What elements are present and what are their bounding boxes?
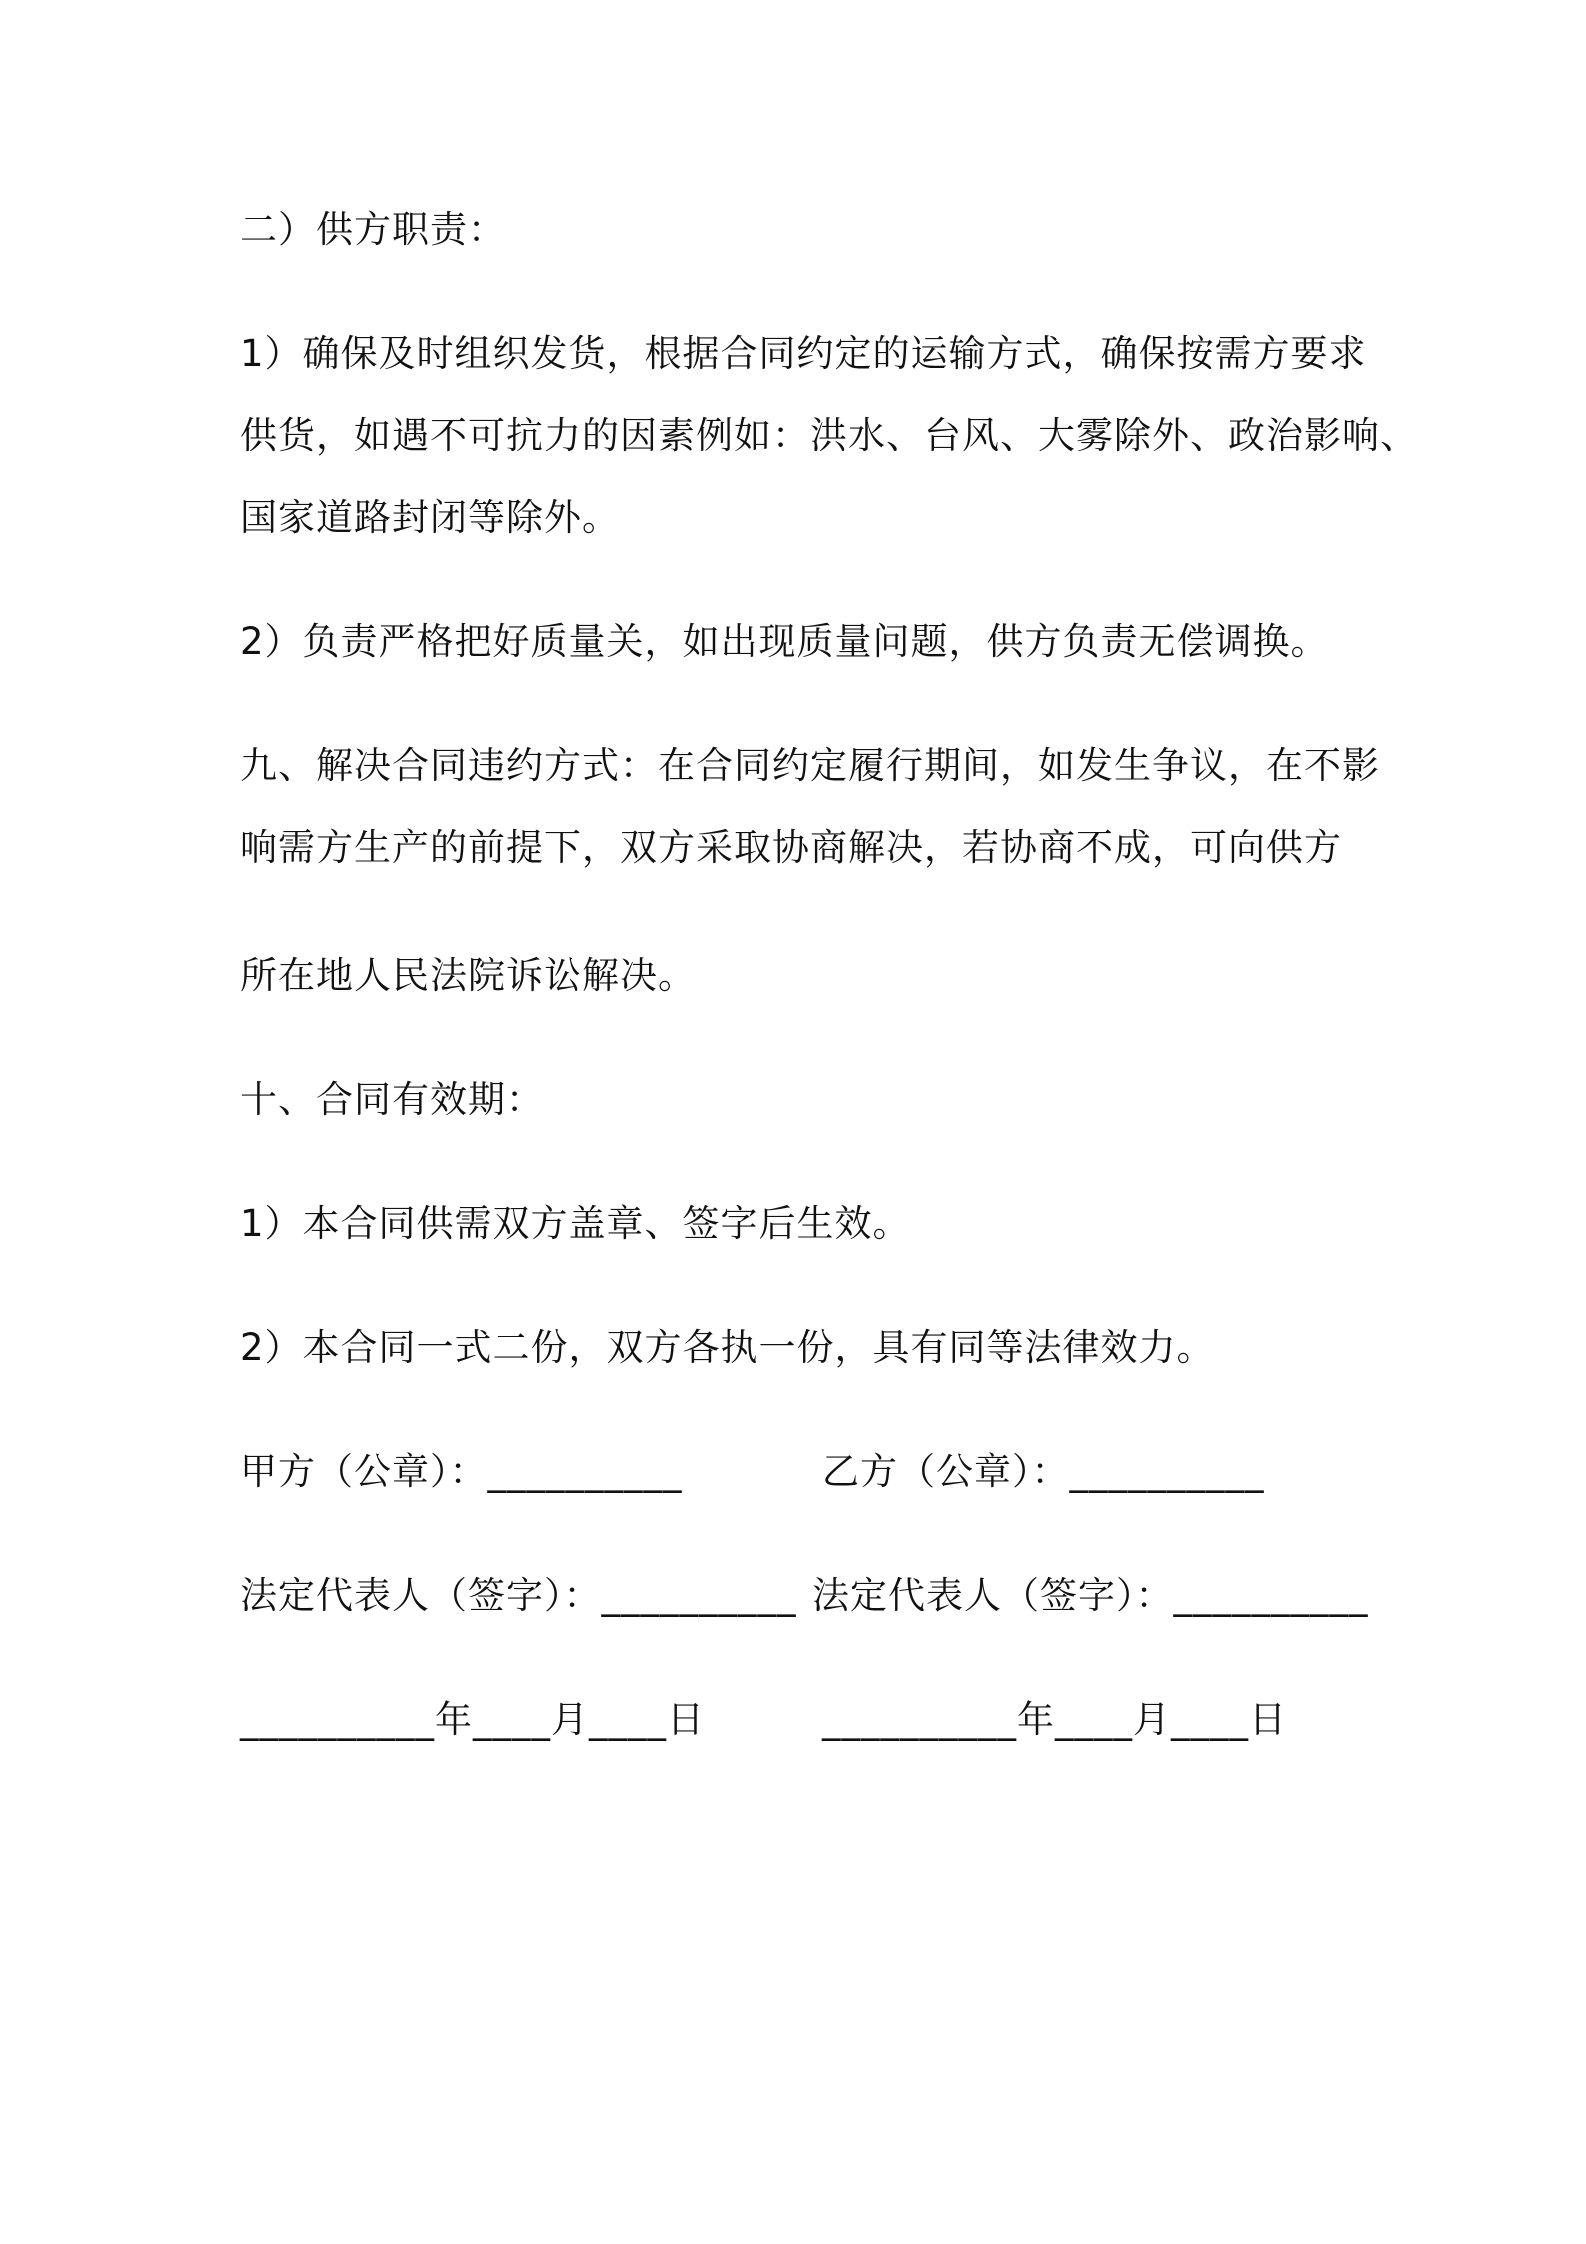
supplier-duty-1-line-2: 供货，如遇不可抗力的因素例如：洪水、台风、大雾除外、政治影响、 [240, 414, 1418, 457]
party-a-representative-field: 法定代表人（签字）：__________ [240, 1574, 797, 1617]
party-a-date-field: __________年____月____日 [240, 1698, 705, 1741]
supplier-duty-1-line-3: 国家道路封闭等除外。 [240, 496, 620, 539]
party-b-seal-field: 乙方（公章）：__________ [822, 1450, 1265, 1493]
validity-item-1: 1）本合同供需双方盖章、签字后生效。 [240, 1202, 911, 1245]
dispute-clause-line-3: 所在地人民法院诉讼解决。 [240, 954, 696, 997]
dispute-clause-line-1: 九、解决合同违约方式：在合同约定履行期间，如发生争议，在不影 [240, 744, 1380, 787]
party-b-representative-field: 法定代表人（签字）：__________ [812, 1574, 1369, 1617]
supplier-duties-heading: 二）供方职责： [240, 208, 506, 251]
supplier-duty-2: 2）负责严格把好质量关，如出现质量问题，供方负责无偿调换。 [240, 620, 1329, 663]
validity-heading: 十、合同有效期： [240, 1078, 544, 1121]
party-a-seal-field: 甲方（公章）：__________ [240, 1450, 683, 1493]
party-b-date-field: __________年____月____日 [822, 1698, 1287, 1741]
dispute-clause-line-2: 响需方生产的前提下，双方采取协商解决，若协商不成，可向供方 [240, 826, 1342, 869]
validity-item-2: 2）本合同一式二份，双方各执一份，具有同等法律效力。 [240, 1326, 1215, 1369]
supplier-duty-1-line-1: 1）确保及时组织发货，根据合同约定的运输方式，确保按需方要求 [240, 332, 1367, 375]
